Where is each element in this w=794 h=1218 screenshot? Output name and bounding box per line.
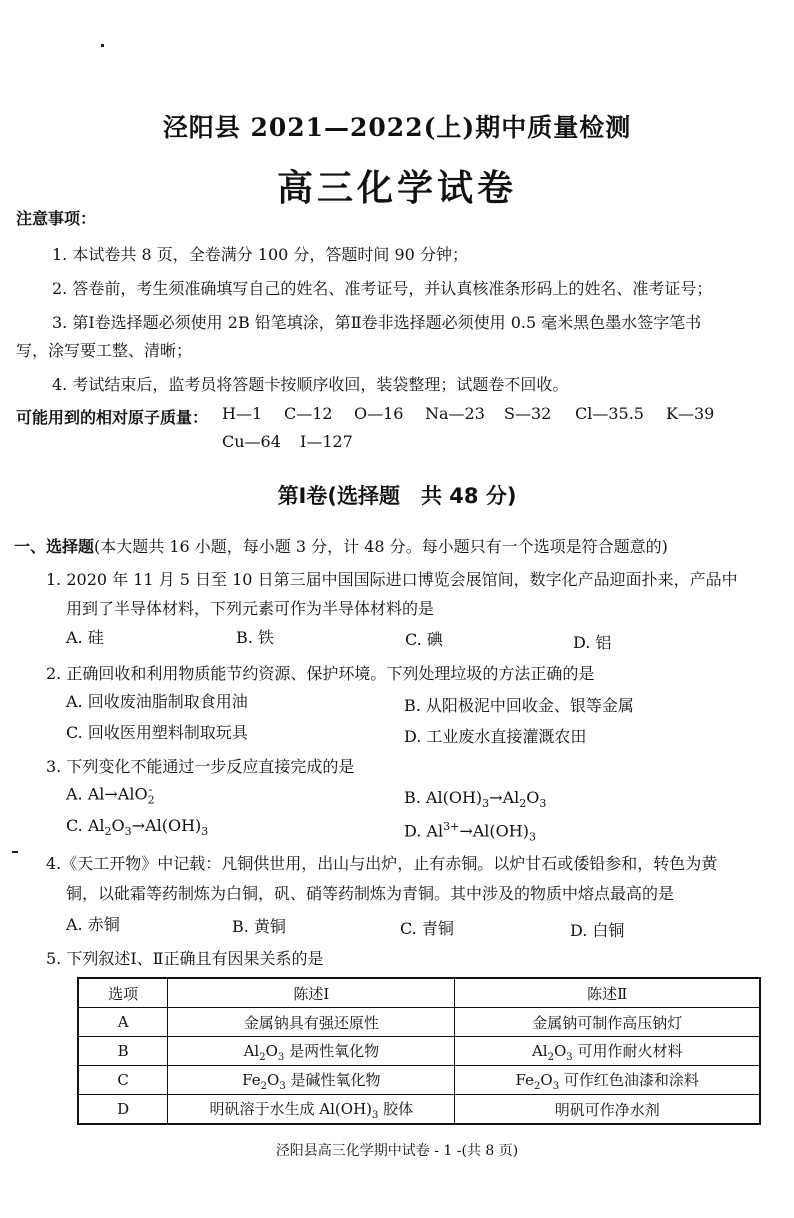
q1-stem-line2: 用到了半导体材料，下列元素可作为半导体材料的是 [66, 599, 435, 618]
section-title: 第Ⅰ卷(选择题 共 48 分) [277, 484, 517, 508]
q3-stem: 3. 下列变化不能通过一步反应直接完成的是 [46, 757, 355, 776]
q1-option-b: B. 铁 [236, 628, 274, 647]
q4-option-d: D. 白铜 [570, 921, 625, 940]
q4-option-c: C. 青铜 [400, 919, 454, 938]
row-option: C [78, 1066, 168, 1095]
row-statement-2: 明矾可作净水剂 [455, 1095, 760, 1125]
atomic-mass-cu: Cu—64 [222, 432, 281, 451]
part1-desc: (本大题共 16 小题，每小题 3 分，计 48 分。每小题只有一个选项是符合题意的) [94, 537, 668, 556]
table-header-row [78, 978, 760, 1008]
row-statement-2: 金属钠可制作高压钠灯 [455, 1008, 760, 1037]
q1-option-c: C. 碘 [405, 630, 443, 649]
row-option: D [78, 1095, 168, 1125]
q5-stem: 5. 下列叙述Ⅰ、Ⅱ正确且有因果关系的是 [46, 949, 324, 968]
row-statement-1: $Fe_2O_3$ 是碱性氧化物 [168, 1066, 455, 1095]
q1-stem-line1: 1. 2020 年 11 月 5 日至 10 日第三届中国国际进口博览会展馆间，数字化产品迎面扑来，产品中 [46, 570, 738, 589]
atomic-mass-s: S—32 [504, 404, 552, 423]
q3-option-b: B. $Al(OH)_3\to Al_2O_3$ [404, 788, 547, 811]
row-option: A [78, 1008, 168, 1037]
row-statement-1: 明矾溶于水生成 $Al(OH)_3$ 胶体 [168, 1095, 455, 1125]
q2-option-d: D. 工业废水直接灌溉农田 [404, 727, 587, 746]
q1-option-a: A. 硅 [66, 628, 104, 647]
q4-stem-line1: 4.《天工开物》中记载：凡铜供世用，出山与出炉，止有赤铜。以炉甘石或倭铅参和，转色为黄 [46, 854, 718, 873]
q1-option-d: D. 铝 [573, 633, 612, 652]
row-statement-1: $Al_2O_3$ 是两性氧化物 [168, 1037, 455, 1066]
table-header-statement-2: 陈述Ⅱ [455, 978, 760, 1008]
notice-item-3: 3. 第Ⅰ卷选择题必须使用 2B 铅笔填涂，第Ⅱ卷非选择题必须使用 0.5 毫米黑色墨水签字笔书 [52, 313, 702, 332]
q4-stem-line2: 铜，以砒霜等药制炼为白铜，矾、硝等药制炼为青铜。其中涉及的物质中熔点最高的是 [66, 884, 675, 903]
q2-stem: 2. 正确回收和利用物质能节约资源、保护环境。下列处理垃圾的方法正确的是 [46, 664, 595, 683]
notice-item-1: 1. 本试卷共 8 页，全卷满分 100 分，答题时间 90 分钟； [52, 245, 468, 264]
q2-option-c: C. 回收医用塑料制取玩具 [66, 723, 248, 742]
q2-option-a: A. 回收废油脂制取食用油 [66, 692, 248, 711]
q2-option-b: B. 从阳极泥中回收金、银等金属 [404, 696, 634, 715]
q4-option-b: B. 黄铜 [232, 917, 286, 936]
row-statement-2: $Al_2O_3$ 可用作耐火材料 [455, 1037, 760, 1066]
table-row [78, 1095, 760, 1125]
q3-option-c: C. $Al_2O_3\to Al(OH)_3$ [66, 816, 209, 839]
q3-option-d: D. $Al^{3+}\to Al(OH)_3$ [404, 820, 536, 844]
atomic-mass-o: O—16 [354, 404, 404, 423]
exam-title: 泾阳县 2021—2022(上)期中质量检测 [162, 113, 632, 142]
notice-item-2: 2. 答卷前，考生须准确填写自己的姓名、准考证号，并认真核准条形码上的姓名、准考证号； [52, 279, 713, 298]
atomic-mass-label: 可能用到的相对原子质量： [16, 408, 209, 427]
row-statement-2: $Fe_2O_3$ 可作红色油漆和涂料 [455, 1066, 760, 1095]
page-footer: 泾阳县高三化学期中试卷 - 1 -(共 8 页) [275, 1143, 519, 1159]
table-header-statement-1: 陈述Ⅰ [168, 978, 455, 1008]
table-row [78, 1037, 760, 1066]
atomic-mass-i: I—127 [300, 432, 353, 451]
notice-item-3-cont: 写，涂写要工整、清晰； [16, 341, 193, 360]
atomic-mass-na: Na—23 [425, 404, 485, 423]
part1-label: 一、选择题 [14, 537, 95, 556]
exam-subtitle: 高三化学试卷 [276, 167, 517, 209]
notice-item-4: 4. 考试结束后，监考员将答题卡按顺序收回，装袋整理；试题卷不回收。 [52, 375, 569, 394]
q5-table [77, 977, 761, 1125]
table-header-option: 选项 [78, 978, 168, 1008]
table-row [78, 1066, 760, 1095]
atomic-mass-k: K—39 [666, 404, 715, 423]
atomic-mass-cl: Cl—35.5 [575, 404, 644, 423]
row-option: B [78, 1037, 168, 1066]
notice-heading: 注意事项： [16, 209, 97, 228]
table-row [78, 1008, 760, 1037]
q3-option-a: A. Al→AlO$_2$- [66, 783, 155, 807]
scan-speck [101, 44, 104, 47]
atomic-mass-h: H—1 [222, 404, 263, 423]
row-statement-1: 金属钠具有强还原性 [168, 1008, 455, 1037]
atomic-mass-c: C—12 [284, 404, 333, 423]
scan-speck [12, 851, 18, 853]
q4-option-a: A. 赤铜 [66, 915, 120, 934]
